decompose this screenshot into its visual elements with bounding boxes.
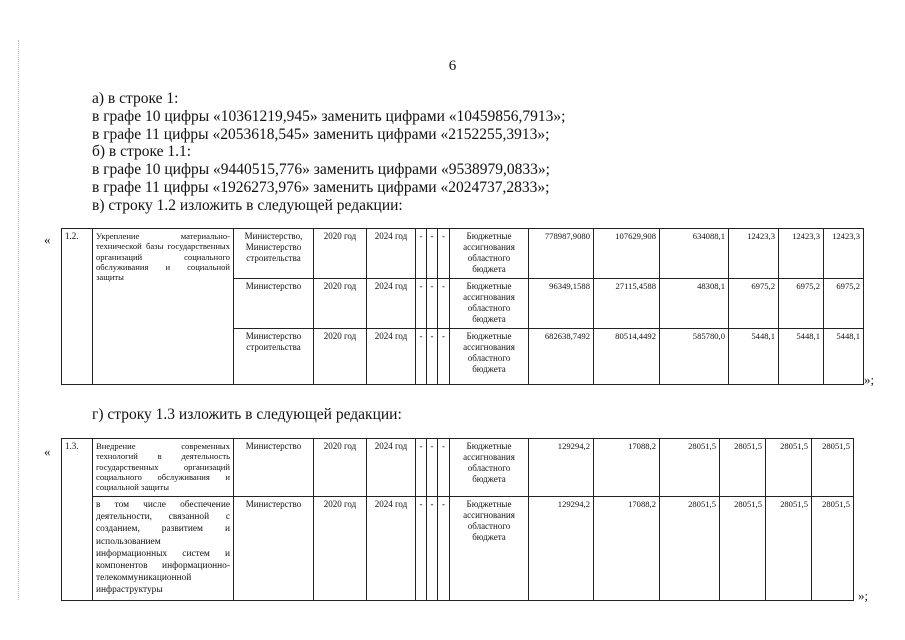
paragraph-a-line1: в графе 10 цифры «10361219,945» заменить цифрами «10459856,7913»; xyxy=(92,108,566,125)
dash-cell: - xyxy=(416,279,427,329)
table-row xyxy=(62,229,864,279)
funding-source-cell: Бюджетные ассигнования областного бюджета xyxy=(450,497,529,601)
value-cell: 778987,9080 xyxy=(529,229,594,279)
paragraph-v-title: в) строку 1.2 изложить в следующей редакции: xyxy=(92,197,403,214)
funding-source-cell: Бюджетные ассигнования областного бюджета xyxy=(450,439,529,497)
value-cell: 12423,3 xyxy=(779,229,824,279)
table-row-1-2 xyxy=(61,228,864,385)
dash-cell: - xyxy=(427,497,438,601)
dash-cell: - xyxy=(438,279,450,329)
table-13-close-quote: »; xyxy=(858,588,869,603)
value-cell: 28051,5 xyxy=(660,439,720,497)
executor-cell: Министерство xyxy=(234,439,314,497)
executor-cell: Министерство xyxy=(234,497,314,601)
binding-margin-line xyxy=(18,40,19,600)
executor-cell: Министерство, Министерство строительства xyxy=(234,229,314,279)
value-cell: 585780,0 xyxy=(660,329,729,385)
paragraph-b-line2: в графе 11 цифры «1926273,976» заменить цифрами «2024737,2833»; xyxy=(92,179,550,196)
value-cell: 682638,7492 xyxy=(529,329,594,385)
start-year-cell: 2020 год xyxy=(314,329,367,385)
value-cell: 17088,2 xyxy=(594,497,660,601)
end-year-cell: 2024 год xyxy=(367,497,416,601)
dash-cell: - xyxy=(427,229,438,279)
dash-cell: - xyxy=(438,229,450,279)
value-cell: 28051,5 xyxy=(720,497,766,601)
value-cell: 12423,3 xyxy=(729,229,779,279)
value-cell: 28051,5 xyxy=(812,497,854,601)
dash-cell: - xyxy=(427,329,438,385)
dash-cell: - xyxy=(416,439,427,497)
row-number: 1.3. xyxy=(62,439,93,601)
value-cell: 634088,1 xyxy=(660,229,729,279)
funding-source-cell: Бюджетные ассигнования областного бюджета xyxy=(450,229,529,279)
dash-cell: - xyxy=(416,497,427,601)
end-year-cell: 2024 год xyxy=(367,329,416,385)
value-cell: 129294,2 xyxy=(529,497,594,601)
dash-cell: - xyxy=(427,279,438,329)
value-cell: 17088,2 xyxy=(594,439,660,497)
table-row xyxy=(62,497,854,601)
dash-cell: - xyxy=(438,439,450,497)
dash-cell: - xyxy=(416,329,427,385)
dash-cell: - xyxy=(427,439,438,497)
value-cell: 107629,908 xyxy=(594,229,660,279)
value-cell: 48308,1 xyxy=(660,279,729,329)
value-cell: 28051,5 xyxy=(720,439,766,497)
value-cell: 12423,3 xyxy=(824,229,864,279)
start-year-cell: 2020 год xyxy=(314,229,367,279)
value-cell: 5448,1 xyxy=(824,329,864,385)
dash-cell: - xyxy=(438,497,450,601)
value-cell: 27115,4588 xyxy=(594,279,660,329)
dash-cell: - xyxy=(416,229,427,279)
value-cell: 129294,2 xyxy=(529,439,594,497)
table-13-open-quote: « xyxy=(44,444,51,459)
executor-cell: Министерство xyxy=(234,279,314,329)
funding-source-cell: Бюджетные ассигнования областного бюджета xyxy=(450,279,529,329)
value-cell: 5448,1 xyxy=(729,329,779,385)
measure-name: в том числе обеспечение деятельности, связанной с созданием, развитием и использованием информационных систем и компонентов информационно-телекоммуникационной инфраструктуры xyxy=(93,497,234,601)
start-year-cell: 2020 год xyxy=(314,279,367,329)
table-12-close-quote: »; xyxy=(864,372,875,387)
end-year-cell: 2024 год xyxy=(367,439,416,497)
value-cell: 6975,2 xyxy=(729,279,779,329)
value-cell: 6975,2 xyxy=(779,279,824,329)
measure-name: Укрепление материально-технической базы государственных организаций социального обслуживания и социальной защиты xyxy=(93,229,234,385)
value-cell: 28051,5 xyxy=(660,497,720,601)
paragraph-b-line1: в графе 10 цифры «9440515,776» заменить цифрами «9538979,0833»; xyxy=(92,161,550,178)
dash-cell: - xyxy=(438,329,450,385)
measure-name: Внедрение современных технологий в деятельность государственных организаций социального обслуживания и социальной защиты xyxy=(93,439,234,497)
value-cell: 80514,4492 xyxy=(594,329,660,385)
paragraph-a-line2: в графе 11 цифры «2053618,545» заменить цифрами «2152255,3913»; xyxy=(92,126,550,143)
table-12-open-quote: « xyxy=(44,232,51,247)
value-cell: 28051,5 xyxy=(766,497,812,601)
row-number: 1.2. xyxy=(62,229,93,385)
executor-cell: Министерство строительства xyxy=(234,329,314,385)
value-cell: 28051,5 xyxy=(812,439,854,497)
page-number: 6 xyxy=(448,58,457,74)
value-cell: 5448,1 xyxy=(779,329,824,385)
end-year-cell: 2024 год xyxy=(367,229,416,279)
table-row-1-3 xyxy=(61,438,854,601)
value-cell: 6975,2 xyxy=(824,279,864,329)
start-year-cell: 2020 год xyxy=(314,497,367,601)
table-row xyxy=(62,439,854,497)
paragraph-a-title: а) в строке 1: xyxy=(92,90,179,107)
paragraph-b-title: б) в строке 1.1: xyxy=(92,143,192,160)
start-year-cell: 2020 год xyxy=(314,439,367,497)
value-cell: 96349,1588 xyxy=(529,279,594,329)
value-cell: 28051,5 xyxy=(766,439,812,497)
funding-source-cell: Бюджетные ассигнования областного бюджета xyxy=(450,329,529,385)
paragraph-g-title: г) строку 1.3 изложить в следующей редакции: xyxy=(92,406,402,423)
end-year-cell: 2024 год xyxy=(367,279,416,329)
